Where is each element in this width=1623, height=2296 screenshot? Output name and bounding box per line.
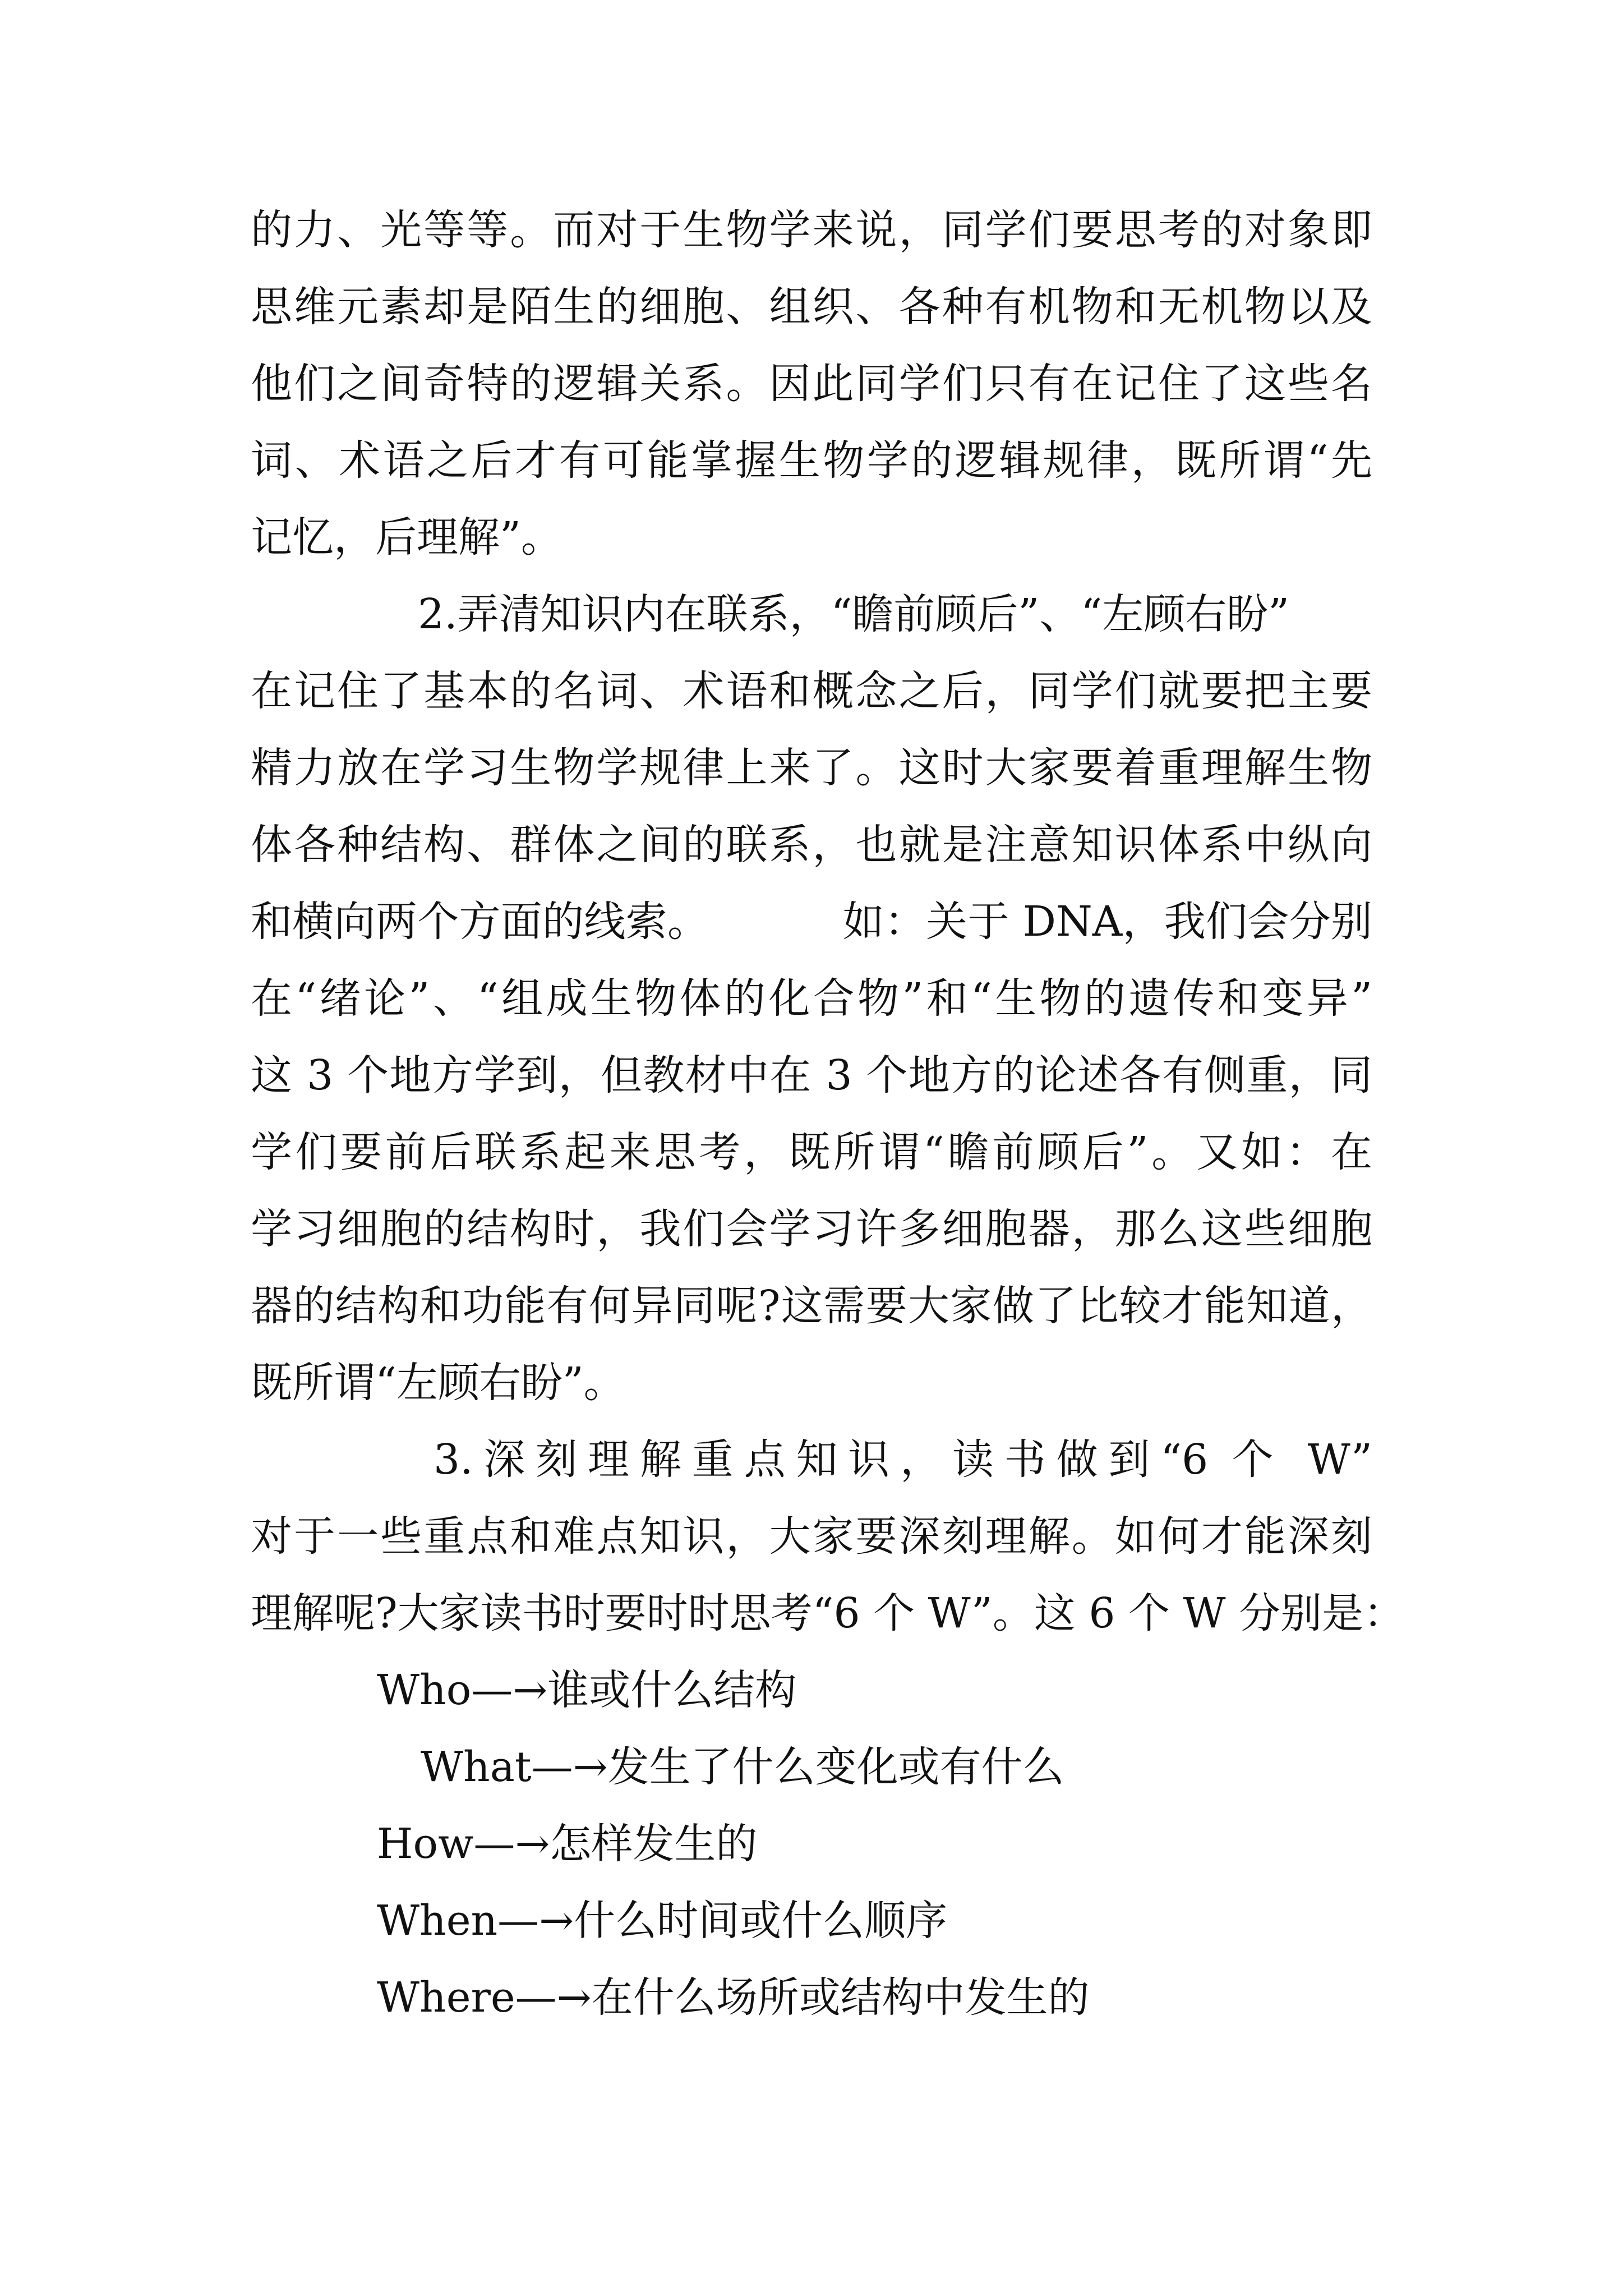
section-heading: 2.弄清知识内在联系，“瞻前顾后”、“左顾右盼” [418, 590, 1289, 638]
list-item: When—→什么时间或什么顺序 [377, 1897, 948, 1945]
paragraph-line: 精力放在学习生物学规律上来了。这时大家要着重理解生物 [251, 744, 1372, 792]
list-item: How—→怎样发生的 [377, 1820, 758, 1868]
paragraph-line: 和横向两个方面的线索。 如：关于 DNA，我们会分别 [251, 898, 1372, 946]
list-item: Where—→在什么场所或结构中发生的 [377, 1973, 1090, 2022]
paragraph-line: 在记住了基本的名词、术语和概念之后，同学们就要把主要 [251, 667, 1372, 715]
paragraph-line: 他们之间奇特的逻辑关系。因此同学们只有在记住了这些名 [251, 360, 1372, 408]
paragraph-line: 既所谓“左顾右盼”。 [251, 1359, 625, 1407]
paragraph-line: 思维元素却是陌生的细胞、组织、各种有机物和无机物以及 [251, 283, 1372, 331]
paragraph-line: 的力、光等等。而对于生物学来说，同学们要思考的对象即 [251, 206, 1372, 254]
list-item: Who—→谁或什么结构 [377, 1666, 797, 1714]
paragraph-line: 理解呢?大家读书时要时时思考“6 个 W”。这 6 个 W 分别是： [251, 1589, 1405, 1637]
paragraph-line: 学习细胞的结构时，我们会学习许多细胞器，那么这些细胞 [251, 1205, 1372, 1253]
list-item: What—→发生了什么变化或有什么 [421, 1743, 1064, 1791]
paragraph-line: 在“绪论”、“组成生物体的化合物”和“生物的遗传和变异” [251, 974, 1372, 1023]
paragraph-line: 学们要前后联系起来思考，既所谓“瞻前顾后”。又如：在 [251, 1128, 1372, 1176]
paragraph-line: 记忆，后理解”。 [251, 513, 562, 562]
section-heading: 3.深刻理解重点知识，读书做到“6 个 W” [434, 1435, 1372, 1484]
paragraph-line: 体各种结构、群体之间的联系，也就是注意知识体系中纵向 [251, 821, 1372, 869]
paragraph-line: 对于一些重点和难点知识，大家要深刻理解。如何才能深刻 [251, 1512, 1372, 1561]
paragraph-line: 器的结构和功能有何异同呢?这需要大家做了比较才能知道， [251, 1282, 1372, 1330]
paragraph-line: 这 3 个地方学到，但教材中在 3 个地方的论述各有侧重，同 [251, 1051, 1372, 1099]
paragraph-line: 词、术语之后才有可能掌握生物学的逻辑规律，既所谓“先 [251, 436, 1372, 485]
